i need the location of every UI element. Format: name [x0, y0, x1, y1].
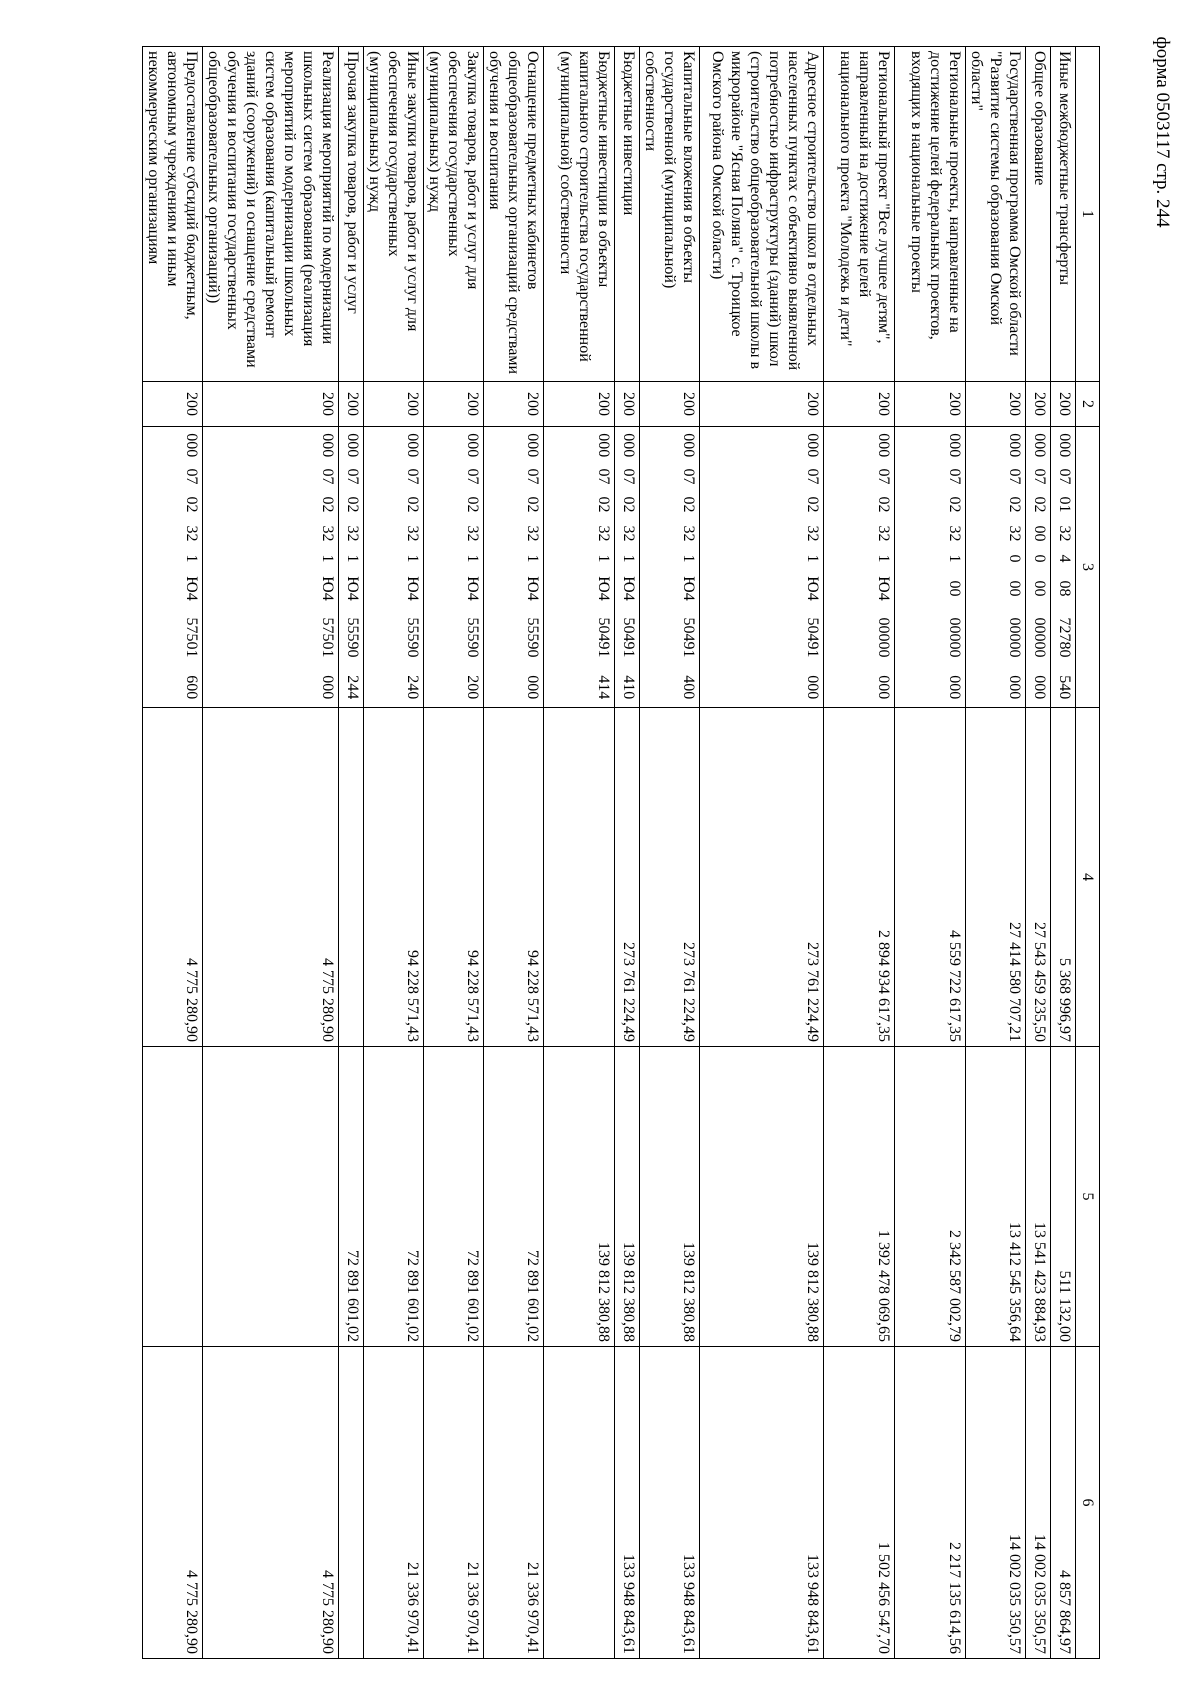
budget-code-part: 000 — [364, 427, 424, 464]
table-row — [424, 47, 484, 1659]
budget-code-part: 32 — [700, 520, 824, 548]
budget-code-part: 000 — [824, 668, 895, 708]
approved-amount: 273 761 224,49 — [615, 708, 640, 1047]
line-code: 200 — [203, 382, 339, 427]
budget-code-part: 02 — [544, 490, 615, 520]
budget-code-part: 00 — [1026, 520, 1051, 548]
budget-code-part: 07 — [1051, 464, 1076, 490]
table-row — [1026, 47, 1051, 1659]
budget-code-part: 000 — [339, 427, 364, 464]
budget-code-part: 0 — [1026, 548, 1051, 570]
line-code: 200 — [143, 382, 203, 427]
budget-code-part: 000 — [824, 427, 895, 464]
budget-code-part: 244 — [339, 668, 364, 708]
line-code: 200 — [339, 382, 364, 427]
budget-code-part: 07 — [700, 464, 824, 490]
column-numbers-row — [1076, 47, 1100, 1659]
budget-code-part: 02 — [895, 490, 966, 520]
budget-code-part: 410 — [615, 668, 640, 708]
budget-code-part: 07 — [544, 464, 615, 490]
column-number: 6 — [1076, 1347, 1100, 1659]
approved-amount: 273 761 224,49 — [700, 708, 824, 1047]
unexecuted-amount: 21 336 970,41 — [484, 1347, 544, 1659]
unexecuted-amount: 4 857 864,97 — [1051, 1347, 1076, 1659]
unexecuted-amount: 133 948 843,61 — [700, 1347, 824, 1659]
budget-code-part: 000 — [700, 427, 824, 464]
executed-amount — [203, 1047, 339, 1347]
budget-code-part: 1 — [544, 548, 615, 570]
line-code: 200 — [895, 382, 966, 427]
row-name: Бюджетные инвестиции — [615, 47, 640, 382]
budget-code-part: Ю4 — [544, 570, 615, 608]
row-name: Закупка товаров, работ и услуг для обеспечения государственных (муниципальных) нужд — [424, 47, 484, 382]
unexecuted-amount: 133 948 843,61 — [640, 1347, 700, 1659]
budget-code-part: 02 — [700, 490, 824, 520]
budget-code-part: 000 — [484, 668, 544, 708]
budget-code-part: 1 — [895, 548, 966, 570]
executed-amount: 13 412 545 356,64 — [966, 1047, 1026, 1347]
budget-code-part: 000 — [895, 427, 966, 464]
executed-amount: 72 891 601,02 — [424, 1047, 484, 1347]
approved-amount: 94 228 571,43 — [424, 708, 484, 1047]
line-code: 200 — [1026, 382, 1051, 427]
row-name: Иные межбюджетные трансферты — [1051, 47, 1076, 382]
executed-amount: 13 541 423 884,93 — [1026, 1047, 1051, 1347]
unexecuted-amount: 4 775 280,90 — [203, 1347, 339, 1659]
budget-code-part: 57501 — [203, 608, 339, 668]
executed-amount: 139 812 380,88 — [640, 1047, 700, 1347]
budget-code-part: 000 — [203, 668, 339, 708]
approved-amount: 5 368 996,97 — [1051, 708, 1076, 1047]
budget-code-part: 32 — [640, 520, 700, 548]
line-code: 200 — [615, 382, 640, 427]
table-row — [700, 47, 824, 1659]
budget-code-part: 00000 — [966, 608, 1026, 668]
approved-amount: 94 228 571,43 — [364, 708, 424, 1047]
table-row — [143, 47, 203, 1659]
row-name: Региональные проекты, направленные на достижение целей федеральных проектов, входящих в национальные проекты — [895, 47, 966, 382]
budget-code-part: Ю4 — [364, 570, 424, 608]
budget-code-part: Ю4 — [143, 570, 203, 608]
row-name: Прочая закупка товаров, работ и услуг — [339, 47, 364, 382]
budget-code-part: 000 — [544, 427, 615, 464]
executed-amount: 72 891 601,02 — [484, 1047, 544, 1347]
budget-code-part: Ю4 — [203, 570, 339, 608]
executed-amount: 139 812 380,88 — [544, 1047, 615, 1347]
budget-code-part: 02 — [615, 490, 640, 520]
budget-code-part: 32 — [484, 520, 544, 548]
budget-code-part: 200 — [424, 668, 484, 708]
table-row — [640, 47, 700, 1659]
approved-amount: 4 559 722 617,35 — [895, 708, 966, 1047]
budget-code-part: 32 — [424, 520, 484, 548]
row-name: Иные закупки товаров, работ и услуг для обеспечения государственных (муниципальных) нужд — [364, 47, 424, 382]
budget-code-part: 000 — [966, 668, 1026, 708]
unexecuted-amount: 14 002 035 350,57 — [1026, 1347, 1051, 1659]
budget-code-part: 02 — [484, 490, 544, 520]
executed-amount: 2 342 587 002,79 — [895, 1047, 966, 1347]
budget-code-part: 32 — [895, 520, 966, 548]
approved-amount: 273 761 224,49 — [640, 708, 700, 1047]
budget-code-part: 000 — [203, 427, 339, 464]
budget-code-part: 1 — [203, 548, 339, 570]
budget-code-part: 57501 — [143, 608, 203, 668]
budget-code-part: Ю4 — [424, 570, 484, 608]
budget-code-part: 02 — [640, 490, 700, 520]
approved-amount: 94 228 571,43 — [484, 708, 544, 1047]
budget-code-part: 55590 — [484, 608, 544, 668]
budget-code-part: 07 — [1026, 464, 1051, 490]
unexecuted-amount — [339, 1347, 364, 1659]
budget-code-part: 32 — [824, 520, 895, 548]
budget-code-part: 4 — [1051, 548, 1076, 570]
executed-amount: 511 132,00 — [1051, 1047, 1076, 1347]
budget-code-part: 07 — [203, 464, 339, 490]
budget-code-part: 50491 — [640, 608, 700, 668]
budget-code-part: 414 — [544, 668, 615, 708]
budget-code-part: 55590 — [339, 608, 364, 668]
budget-code-part: 1 — [143, 548, 203, 570]
executed-amount: 139 812 380,88 — [615, 1047, 640, 1347]
budget-code-part: 32 — [339, 520, 364, 548]
budget-code-part: Ю4 — [640, 570, 700, 608]
column-number: 5 — [1076, 1047, 1100, 1347]
form-label: форма 0503117 стр. 244 — [1152, 36, 1173, 228]
line-code: 200 — [364, 382, 424, 427]
table-row — [615, 47, 640, 1659]
executed-amount: 72 891 601,02 — [339, 1047, 364, 1347]
budget-code-part: 32 — [966, 520, 1026, 548]
budget-code-part: 07 — [615, 464, 640, 490]
row-name: Государственная программа Омской области "Развитие системы образования Омской области" — [966, 47, 1026, 382]
budget-code-part: 07 — [895, 464, 966, 490]
budget-code-part: Ю4 — [339, 570, 364, 608]
line-code: 200 — [700, 382, 824, 427]
line-code: 200 — [966, 382, 1026, 427]
budget-code-part: 32 — [143, 520, 203, 548]
budget-code-part: 02 — [966, 490, 1026, 520]
budget-code-part: 32 — [364, 520, 424, 548]
column-number: 4 — [1076, 708, 1100, 1047]
budget-code-part: 000 — [484, 427, 544, 464]
budget-code-part: 00 — [895, 570, 966, 608]
line-code: 200 — [640, 382, 700, 427]
budget-code-part: 00 — [1026, 570, 1051, 608]
row-name: Общее образование — [1026, 47, 1051, 382]
budget-code-part: 07 — [824, 464, 895, 490]
row-name: Адресное строительство школ в отдельных населенных пунктах с объективно выявленной потребностью инфраструктуры (зданий) школ (строительство общеобразовательной школы в микрорайоне "Ясная Поляна" с. Троицкое Омского района Омской области) — [700, 47, 824, 382]
unexecuted-amount: 1 502 456 547,70 — [824, 1347, 895, 1659]
budget-code-part: 01 — [1051, 490, 1076, 520]
executed-amount: 139 812 380,88 — [700, 1047, 824, 1347]
budget-code-part: 00000 — [824, 608, 895, 668]
row-name: Региональный проект "Все лучшее детям", направленный на достижение целей национального проекта "Молодежь и дети" — [824, 47, 895, 382]
budget-code-part: Ю4 — [615, 570, 640, 608]
budget-code-part: 02 — [339, 490, 364, 520]
budget-code-part: 55590 — [364, 608, 424, 668]
budget-code-part: 1 — [364, 548, 424, 570]
report-sheet — [118, 46, 1100, 1658]
executed-amount — [143, 1047, 203, 1347]
budget-code-part: 02 — [364, 490, 424, 520]
budget-code-part: 72780 — [1051, 608, 1076, 668]
table-row — [544, 47, 615, 1659]
budget-code-part: 02 — [824, 490, 895, 520]
budget-code-part: 1 — [824, 548, 895, 570]
column-number: 1 — [1076, 47, 1100, 382]
budget-code-part: 00000 — [895, 608, 966, 668]
budget-code-part: 02 — [203, 490, 339, 520]
unexecuted-amount: 2 217 135 614,56 — [895, 1347, 966, 1659]
budget-code-part: 02 — [1026, 490, 1051, 520]
budget-code-part: Ю4 — [700, 570, 824, 608]
budget-code-part: 00 — [966, 570, 1026, 608]
table-row — [895, 47, 966, 1659]
budget-code-part: 07 — [364, 464, 424, 490]
budget-code-part: 07 — [484, 464, 544, 490]
budget-code-part: 32 — [615, 520, 640, 548]
budget-code-part: 600 — [143, 668, 203, 708]
budget-code-part: 50491 — [615, 608, 640, 668]
unexecuted-amount — [544, 1347, 615, 1659]
budget-code-part: 07 — [966, 464, 1026, 490]
budget-code-part: 1 — [424, 548, 484, 570]
line-code: 200 — [824, 382, 895, 427]
budget-code-part: 00000 — [1026, 608, 1051, 668]
budget-code-part: 000 — [1026, 668, 1051, 708]
budget-code-part: 07 — [339, 464, 364, 490]
unexecuted-amount: 4 775 280,90 — [143, 1347, 203, 1659]
line-code: 200 — [1051, 382, 1076, 427]
line-code: 200 — [544, 382, 615, 427]
row-name: Предоставление субсидий бюджетным, автономным учреждениям и иным некоммерческим организациям — [143, 47, 203, 382]
budget-code-part: Ю4 — [484, 570, 544, 608]
budget-code-part: 08 — [1051, 570, 1076, 608]
table-row — [824, 47, 895, 1659]
budget-code-part: 0 — [966, 548, 1026, 570]
table-row — [364, 47, 424, 1659]
budget-code-part: 000 — [143, 427, 203, 464]
budget-code-part: 1 — [700, 548, 824, 570]
column-number: 3 — [1076, 427, 1100, 708]
budget-code-part: 1 — [339, 548, 364, 570]
executed-amount: 1 392 478 069,65 — [824, 1047, 895, 1347]
executed-amount: 72 891 601,02 — [364, 1047, 424, 1347]
budget-code-part: 07 — [640, 464, 700, 490]
line-code: 200 — [424, 382, 484, 427]
table-row — [339, 47, 364, 1659]
unexecuted-amount: 21 336 970,41 — [364, 1347, 424, 1659]
approved-amount — [544, 708, 615, 1047]
table-row — [966, 47, 1026, 1659]
budget-code-part: 000 — [700, 668, 824, 708]
budget-code-part: 540 — [1051, 668, 1076, 708]
table-row — [203, 47, 339, 1659]
approved-amount: 4 775 280,90 — [203, 708, 339, 1047]
budget-code-part: 02 — [143, 490, 203, 520]
row-name: Реализация мероприятий по модернизации школьных систем образования (реализация мероприятий по модернизации школьных систем образования (капитальный ремонт зданий (сооружений) и оснащение средствами обучения и воспитания государственных общеобразовательных организаций)) — [203, 47, 339, 382]
approved-amount: 27 414 580 707,21 — [966, 708, 1026, 1047]
line-code: 200 — [484, 382, 544, 427]
row-name: Оснащение предметных кабинетов общеобразовательных организаций средствами обучения и воспитания — [484, 47, 544, 382]
budget-code-part: 1 — [640, 548, 700, 570]
budget-code-part: 000 — [640, 427, 700, 464]
unexecuted-amount: 133 948 843,61 — [615, 1347, 640, 1659]
budget-code-part: 32 — [1051, 520, 1076, 548]
budget-code-part: 000 — [424, 427, 484, 464]
budget-code-part: 000 — [966, 427, 1026, 464]
report-table — [142, 46, 1100, 1659]
unexecuted-amount: 21 336 970,41 — [424, 1347, 484, 1659]
budget-code-part: 000 — [615, 427, 640, 464]
budget-code-part: 000 — [1026, 427, 1051, 464]
approved-amount: 27 543 459 235,50 — [1026, 708, 1051, 1047]
budget-code-part: 000 — [1051, 427, 1076, 464]
table-row — [484, 47, 544, 1659]
approved-amount: 2 894 934 617,35 — [824, 708, 895, 1047]
approved-amount — [339, 708, 364, 1047]
budget-code-part: 1 — [615, 548, 640, 570]
budget-code-part: 50491 — [544, 608, 615, 668]
budget-code-part: 55590 — [424, 608, 484, 668]
approved-amount: 4 775 280,90 — [143, 708, 203, 1047]
budget-code-part: 240 — [364, 668, 424, 708]
table-row — [1051, 47, 1076, 1659]
budget-code-part: 1 — [484, 548, 544, 570]
budget-code-part: Ю4 — [824, 570, 895, 608]
unexecuted-amount: 14 002 035 350,57 — [966, 1347, 1026, 1659]
budget-code-part: 32 — [203, 520, 339, 548]
budget-code-part: 000 — [895, 668, 966, 708]
budget-code-part: 400 — [640, 668, 700, 708]
row-name: Бюджетные инвестиции в объекты капитального строительства государственной (муниципальной) собственности — [544, 47, 615, 382]
column-number: 2 — [1076, 382, 1100, 427]
budget-code-part: 02 — [424, 490, 484, 520]
budget-code-part: 50491 — [700, 608, 824, 668]
row-name: Капитальные вложения в объекты государственной (муниципальной) собственности — [640, 47, 700, 382]
budget-code-part: 07 — [424, 464, 484, 490]
budget-code-part: 07 — [143, 464, 203, 490]
budget-code-part: 32 — [544, 520, 615, 548]
